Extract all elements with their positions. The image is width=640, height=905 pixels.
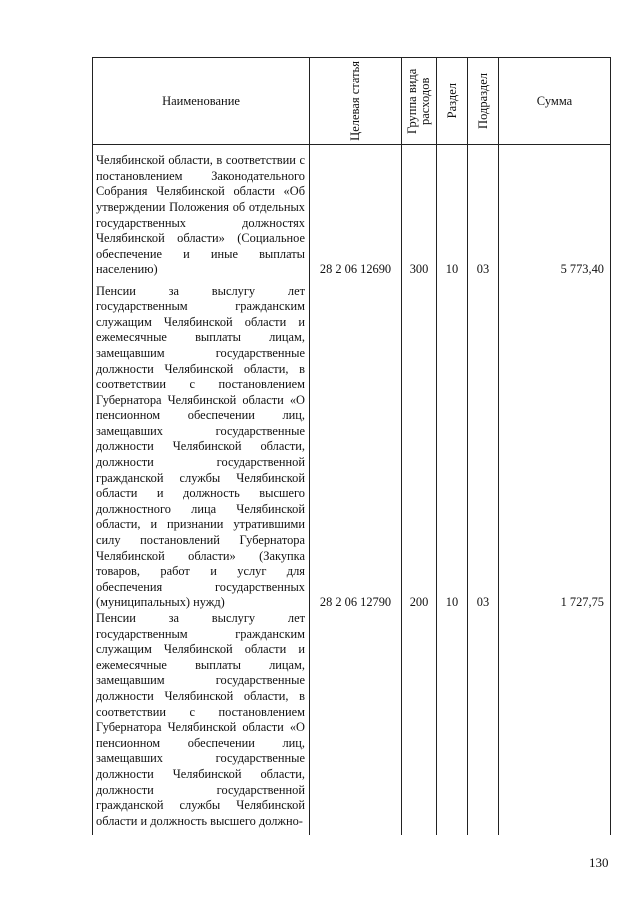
- row-subsection: 03: [468, 145, 499, 279]
- budget-table: [92, 57, 611, 835]
- table-row: [93, 278, 611, 611]
- row-article: [310, 611, 402, 835]
- row-sum: 1 727,75: [499, 278, 611, 611]
- table-header-row: [93, 58, 611, 145]
- header-subsection: Подраздел: [468, 58, 499, 145]
- row-article: 28 2 06 12690: [310, 145, 402, 279]
- row-expense-group: [402, 611, 437, 835]
- row-section: [437, 611, 468, 835]
- row-sum: 5 773,40: [499, 145, 611, 279]
- row-name: Челябинской области, в соответствии с постановлением Законодательного Собрания Челябинской области «Об утверждении Положения об отдельных государственных должностях Челябинской области» (Социальное обеспечение и иные выплаты населению): [93, 145, 310, 279]
- row-subsection: [468, 611, 499, 835]
- row-subsection: 03: [468, 278, 499, 611]
- budget-table-sheet: [92, 57, 610, 833]
- row-name: Пенсии за выслугу лет государственным гражданским служащим Челябинской области и ежемесячные выплаты лицам, замещавшим государственные должности Челябинской области, в соответствии с постановлением Губернатора Челябинской области «О пенсионном обеспечении лиц, замещавших государственные должности Челябинской области, должности государственной гражданской службы Челябинской области и должность высшего должностного лица Челябинской области, и признании утратившими силу постановлений Губернатора Челябинской области» (Закупка товаров, работ и услуг для обеспечения государственных (муниципальных) нужд): [93, 278, 310, 611]
- header-sum: Сумма: [499, 58, 611, 145]
- row-name: Пенсии за выслугу лет государственным гражданским служащим Челябинской области и ежемесячные выплаты лицам, замещавшим государственные должности Челябинской области, в соответствии с постановлением Губернатора Челябинской области «О пенсионном обеспечении лиц, замещавших государственные должности Челябинской области, должности государственной гражданской службы Челябинской области и должность высшего должно-: [93, 611, 310, 835]
- table-row: [93, 145, 611, 279]
- row-article: 28 2 06 12790: [310, 278, 402, 611]
- row-sum: [499, 611, 611, 835]
- row-expense-group: 300: [402, 145, 437, 279]
- table-row: [93, 611, 611, 835]
- row-section: 10: [437, 145, 468, 279]
- row-section: 10: [437, 278, 468, 611]
- header-section: Раздел: [437, 58, 468, 145]
- row-expense-group: 200: [402, 278, 437, 611]
- page-number: 130: [589, 855, 609, 870]
- header-name: Наименование: [93, 58, 310, 145]
- header-expense-group: Группа вида расходов: [402, 58, 437, 145]
- header-article: Целевая статья: [310, 58, 402, 145]
